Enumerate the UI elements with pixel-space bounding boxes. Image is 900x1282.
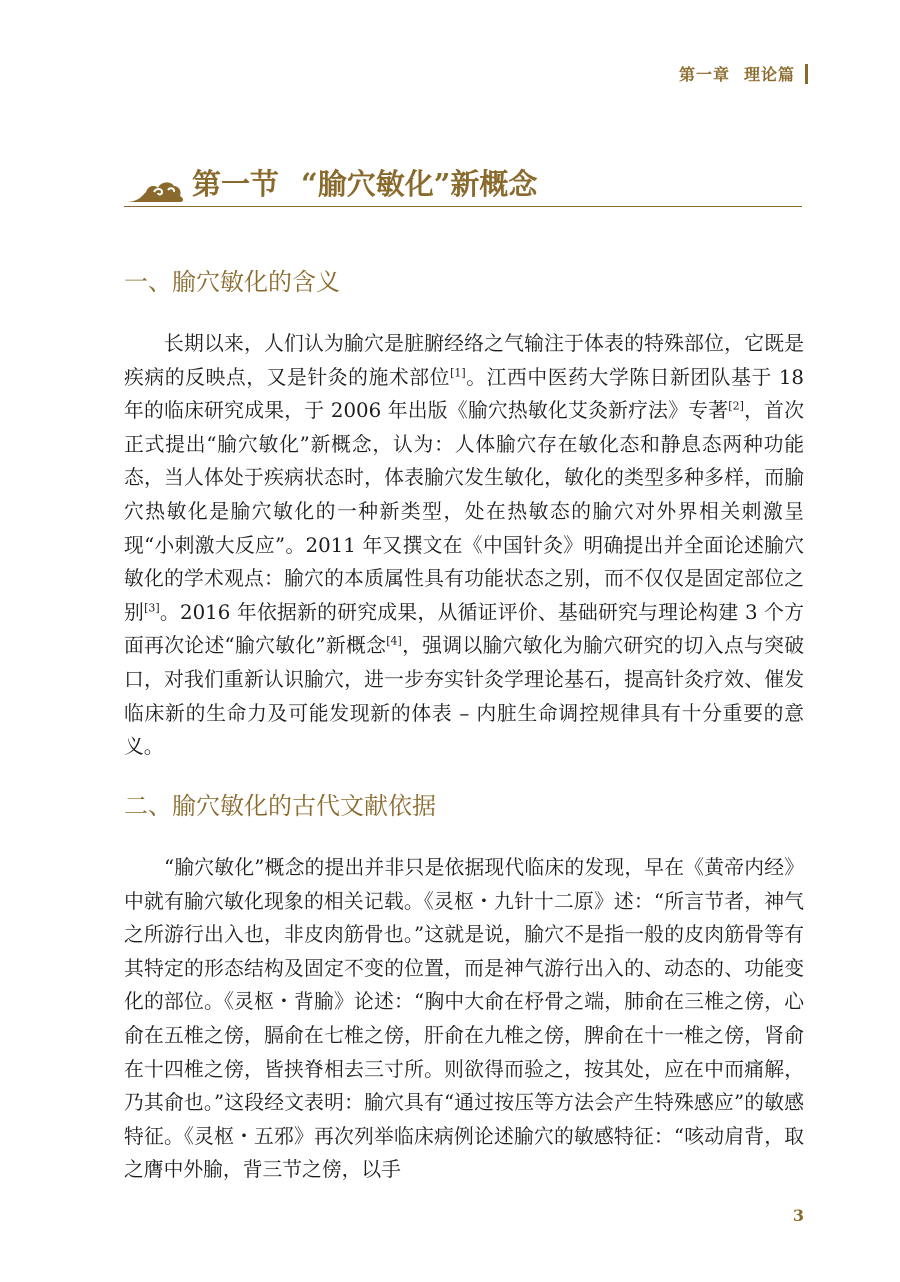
paragraph-2-text: “腧穴敏化”概念的提出并非只是依据现代临床的发现，早在《黄帝内经》中就有腧穴敏化现象的相关记载。《灵枢・九针十二原》述：“所言节者，神气之所游行出入也，非皮肉筋骨也。”这就是说，腧穴不是指一般的皮肉筋骨等有其特定的形态结构及固定不变的位置，而是神气游行出入的、动态的、功能变化的部位。《灵枢・背腧》论述：“胸中大俞在杼骨之端，肺俞在三椎之傍，心俞在五椎之傍，膈俞在七椎之傍，肝俞在九椎之傍，脾俞在十一椎之傍，肾俞在十四椎之傍，皆挟脊相去三寸所。则欲得而验之，按其处，应在中而痛解，乃其俞也。”这段经文表明：腧穴具有“通过按压等方法会产生特殊感应”的敏感特征。《灵枢・五邪》再次列举临床病例论述腧穴的敏感特征：“咳动肩背，取之膺中外腧，背三节之傍，以手 (124, 856, 804, 1182)
subsection-heading-2: 二、腧穴敏化的古代文献依据 (124, 792, 436, 820)
paragraph-1-text-a: 长期以来，人们认为腧穴是脏腑经络之气输注于体表的特殊部位，它既是疾病的反映点，又是针灸的施术部位 (124, 332, 804, 389)
paragraph-1-text-c: ，首次正式提出“腧穴敏化”新概念，认为：人体腧穴存在敏化态和静息态两种功能态，当人体处于疾病状态时，体表腧穴发生敏化，敏化的类型多种多样，而腧穴热敏化是腧穴敏化的一种新类型，处在热敏态的腧穴对外界相关刺激呈现“小刺激大反应”。2011 年又撰文在《中国针灸》明确提出并全面论述腧穴敏化的学术观点：腧穴的本质属性具有功能状态之别，而不仅仅是固定部位之别 (124, 399, 804, 624)
paragraph-1-text-e: ，强调以腧穴敏化为腧穴研究的切入点与突破口，对我们重新认识腧穴，进一步夯实针灸学理论基石，提高针灸疗效、催发临床新的生命力及可能发现新的体表 – 内脏生命调控规律具有十分重要的意义。 (124, 634, 804, 759)
subsection-heading-1: 一、腧穴敏化的含义 (124, 268, 340, 296)
cloud-ornament-icon (124, 162, 188, 206)
paragraph-1 (124, 327, 804, 764)
running-head-part: 理论篇 (743, 65, 795, 84)
section-title-text: “腧穴敏化”新概念 (301, 167, 538, 201)
reference-2: [2] (728, 399, 744, 413)
paragraph-2 (124, 851, 804, 1187)
section-title (124, 160, 802, 207)
reference-4: [4] (386, 634, 402, 648)
running-head (679, 62, 808, 85)
section-heading (192, 162, 537, 203)
running-head-bar (805, 64, 808, 84)
running-head-chapter: 第一章 (678, 65, 730, 84)
section-number: 第一节 (192, 167, 280, 201)
reference-3: [3] (144, 601, 160, 615)
paragraph-1-text-d: 。2016 年依据新的研究成果，从循证评价、基础研究与理论构建 3 个方面再次论述“腧穴敏化”新概念 (124, 600, 804, 658)
reference-1: [1] (450, 366, 466, 379)
page-number: 3 (792, 1206, 804, 1225)
paragraph-1-text-b: 。江西中医药大学陈日新团队基于 18 年的临床研究成果，于 2006 年出版《腧穴热敏化艾灸新疗法》专著 (124, 365, 804, 423)
